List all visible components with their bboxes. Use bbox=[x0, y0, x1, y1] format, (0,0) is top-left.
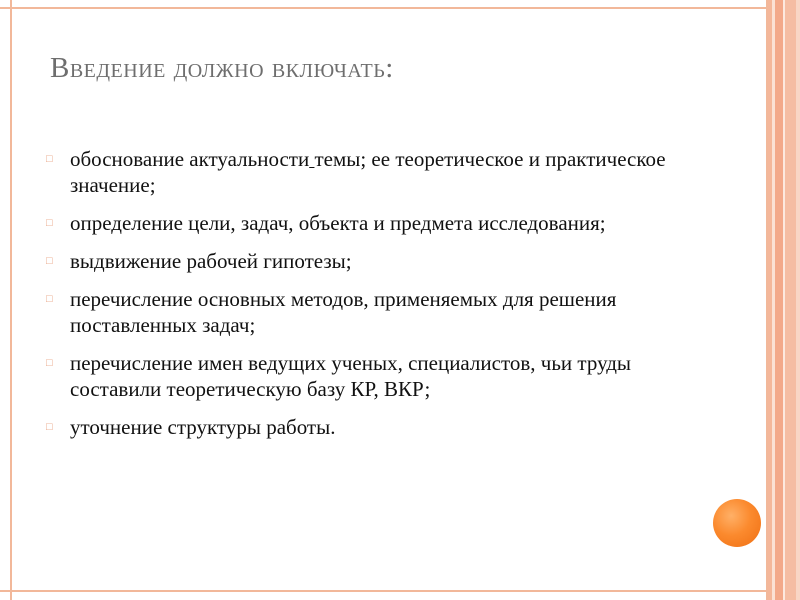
stripe bbox=[796, 0, 800, 600]
square-bullet-icon: □ bbox=[46, 357, 53, 369]
item-text-part: темы; ее теоретическое и практическое значение; bbox=[70, 147, 666, 197]
frame-top-line bbox=[0, 7, 768, 9]
square-bullet-icon: □ bbox=[46, 153, 53, 165]
square-bullet-icon: □ bbox=[46, 255, 53, 267]
item-text: уточнение структуры работы. bbox=[70, 415, 336, 439]
item-text: перечисление имен ведущих ученых, специалистов, чьи труды составили теоретическую базу КР, ВКР; bbox=[70, 351, 632, 401]
item-text: определение цели, задач, объекта и предмета исследования; bbox=[70, 211, 606, 235]
list-item bbox=[46, 210, 686, 236]
orange-circle-decoration bbox=[713, 499, 761, 547]
list-item bbox=[46, 414, 686, 440]
decorative-stripe-band bbox=[768, 0, 800, 600]
slide-title: Введение должно включать: bbox=[50, 52, 394, 84]
frame-left-line bbox=[10, 0, 12, 600]
stripe bbox=[785, 0, 796, 600]
list-item bbox=[46, 248, 686, 274]
square-bullet-icon: □ bbox=[46, 217, 53, 229]
list-item bbox=[46, 350, 686, 402]
item-text: выдвижение рабочей гипотезы; bbox=[70, 249, 352, 273]
square-bullet-icon: □ bbox=[46, 421, 53, 433]
frame-bottom-line bbox=[0, 590, 768, 592]
item-text-part: обоснование актуальности bbox=[70, 147, 310, 171]
bullet-list bbox=[46, 146, 686, 452]
square-bullet-icon: □ bbox=[46, 293, 53, 305]
list-item bbox=[46, 286, 686, 338]
stripe bbox=[775, 0, 783, 600]
item-text: перечисление основных методов, применяемых для решения поставленных задач; bbox=[70, 287, 617, 337]
list-item bbox=[46, 146, 686, 198]
